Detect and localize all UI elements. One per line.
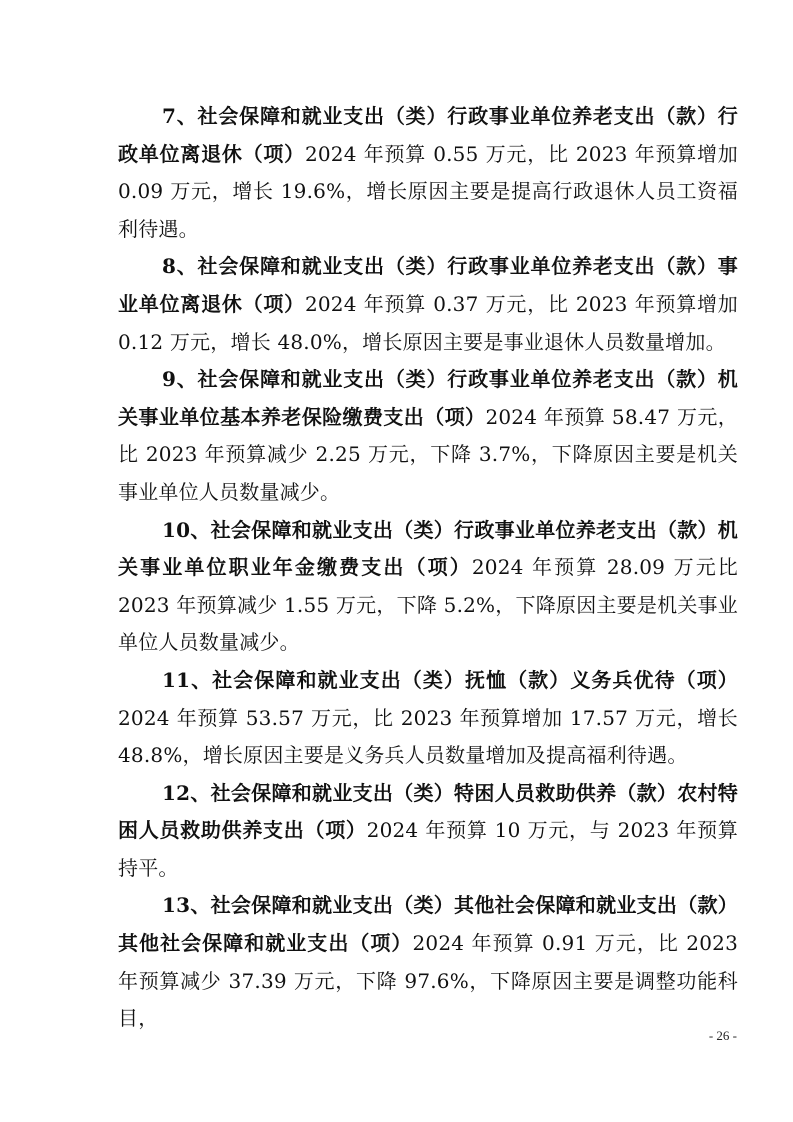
paragraph-9-heading: 9、社会保障和就业支出（类）行政事业单位养老支出（款）机关事业单位基本养老保险缴费支出（项） bbox=[118, 367, 738, 429]
paragraph-7-body: 2024 年预算 0.55 万元，比 2023 年预算增加 0.09 万元，增长 19.6%，增长原因主要是提高行政退休人员工资福利待遇。 bbox=[118, 141, 738, 241]
paragraph-13-body: 2024 年预算 0.91 万元，比 2023 年预算减少 37.39 万元，下降 97.6%，下降原因主要是调整功能科目， bbox=[118, 931, 738, 1031]
paragraph-13-heading: 13、社会保障和就业支出（类）其他社会保障和就业支出（款）其他社会保障和就业支出（项） bbox=[118, 893, 738, 956]
paragraph-8-heading: 8、社会保障和就业支出（类）行政事业单位养老支出（款）事业单位离退休（项） bbox=[118, 254, 738, 316]
paragraph-12 bbox=[118, 775, 738, 888]
paragraph-12-heading: 12、社会保障和就业支出（类）特困人员救助供养（款）农村特困人员救助供养支出（项） bbox=[118, 780, 738, 843]
paragraph-9 bbox=[118, 361, 738, 511]
paragraph-7 bbox=[118, 98, 738, 248]
paragraph-11-body: 2024 年预算 53.57 万元，比 2023 年预算增加 17.57 万元，增长 48.8%，增长原因主要是义务兵人员数量增加及提高福利待遇。 bbox=[118, 705, 738, 768]
page-content bbox=[118, 98, 738, 1038]
paragraph-9-body: 2024 年预算 58.47 万元，比 2023 年预算减少 2.25 万元，下降 3.7%，下降原因主要是机关事业单位人员数量减少。 bbox=[118, 404, 738, 504]
paragraph-8 bbox=[118, 248, 738, 361]
paragraph-10 bbox=[118, 512, 738, 662]
paragraph-10-heading: 10、社会保障和就业支出（类）行政事业单位养老支出（款）机关事业单位职业年金缴费支出（项） bbox=[118, 517, 738, 580]
paragraph-7-heading: 7、社会保障和就业支出（类）行政事业单位养老支出（款）行政单位离退休（项） bbox=[118, 104, 738, 166]
paragraph-13 bbox=[118, 887, 738, 1037]
paragraph-12-body: 2024 年预算 10 万元，与 2023 年预算持平。 bbox=[118, 818, 738, 880]
paragraph-11-heading: 11、社会保障和就业支出（类）抚恤（款）义务兵优待（项） bbox=[162, 667, 738, 692]
page-number: - 26 - bbox=[708, 1028, 737, 1043]
paragraph-11 bbox=[118, 662, 738, 775]
paragraph-8-body: 2024 年预算 0.37 万元，比 2023 年预算增加 0.12 万元，增长 48.0%，增长原因主要是事业退休人员数量增加。 bbox=[118, 291, 738, 354]
paragraph-10-body: 2024 年预算 28.09 万元比 2023 年预算减少 1.55 万元，下降 5.2%，下降原因主要是机关事业单位人员数量减少。 bbox=[118, 555, 739, 655]
